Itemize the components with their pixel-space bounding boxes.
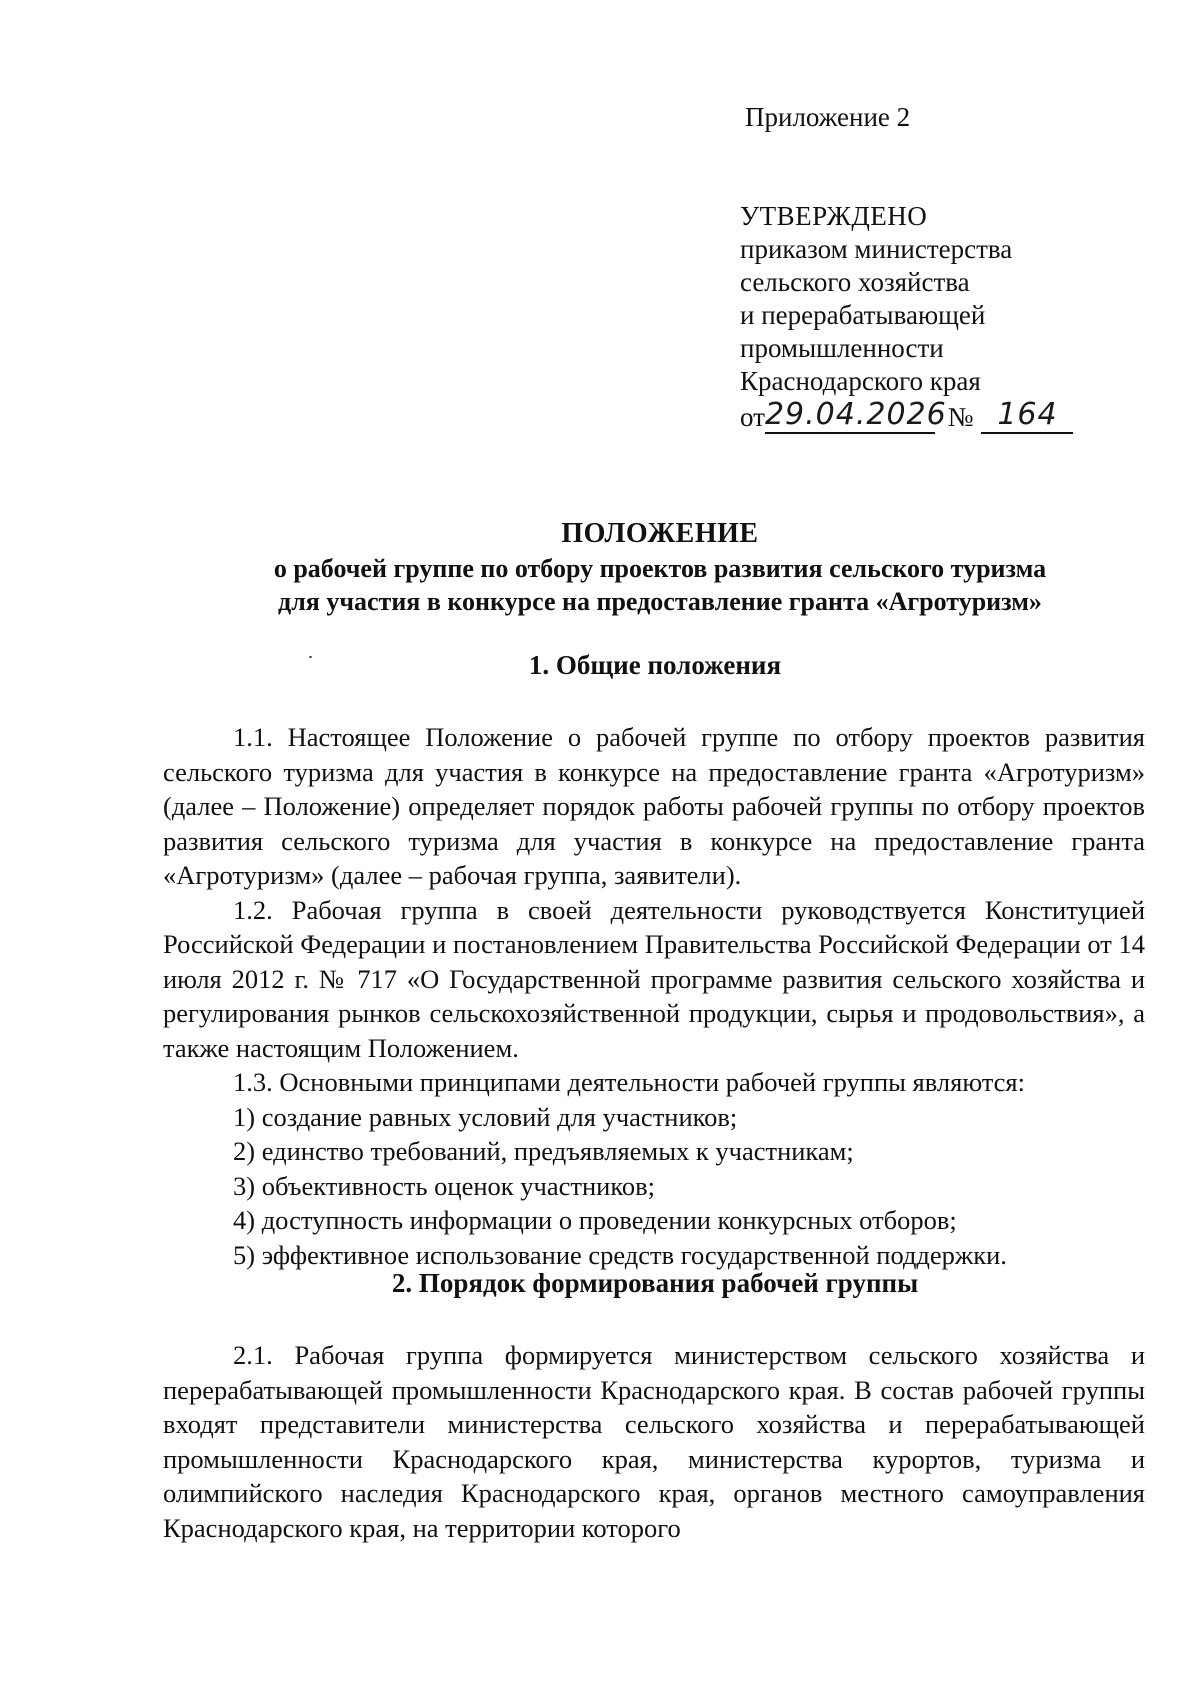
principle-item: 2) единство требований, предъявляемых к участникам; <box>233 1136 854 1166</box>
approval-line: и перерабатывающей <box>740 300 986 330</box>
title-main: ПОЛОЖЕНИЕ <box>561 518 759 549</box>
handwritten-date: 29.04.2026 <box>764 397 947 432</box>
section-1-heading: 1. Общие положения <box>528 650 782 680</box>
approval-line: Краснодарского края <box>740 366 981 396</box>
appendix-label: Приложение 2 <box>745 102 911 132</box>
paragraph-1-3: 1.3. Основными принципами деятельности рабочей группы являются: <box>233 1067 1025 1097</box>
date-prefix: от <box>740 402 765 432</box>
paragraph-2-1: 2.1. Рабочая группа формируется министерством сельского хозяйства и перерабатывающей промышленности Краснодарского края. В состав рабочей группы входят представители министерства сельского хозяйства и перерабатывающей промышленности Краснодарского края, министерства курортов, туризма и олимпийского наследия Краснодарского края, органов местного самоуправления Краснодарского края, на территории которого <box>163 1340 1145 1543</box>
handwritten-number: 164 <box>981 398 1073 434</box>
number-prefix: № <box>947 402 974 432</box>
paragraph-1-2: 1.2. Рабочая группа в своей деятельности руководствуется Конституцией Российской Федерации и постановлением Правительства Российской Федерации от 14 июля 2012 г. № 717 «О Государственной программе развития сельского хозяйства и регулирования рынков сельскохозяйственной продукции, сырья и продовольствия», а также настоящим Положением. <box>163 894 1145 1063</box>
section-1-body <box>163 720 1145 1272</box>
approval-line: приказом министерства <box>740 234 1013 264</box>
title-subline: о рабочей группе по отбору проектов развития сельского туризма <box>273 554 1047 583</box>
section-2-heading: 2. Порядок формирования рабочей группы <box>391 1268 919 1298</box>
order-date-number-line <box>740 398 1073 438</box>
approved-heading: УТВЕРЖДЕНО <box>740 201 928 231</box>
section-2-body <box>163 1338 1145 1545</box>
principle-item: 4) доступность информации о проведении конкурсных отборов; <box>233 1205 957 1235</box>
approval-line: промышленности <box>740 333 944 363</box>
approval-block <box>740 200 1073 438</box>
title-subline: для участия в конкурсе на предоставление гранта «Агротуризм» <box>278 587 1042 616</box>
document-title <box>160 517 1160 618</box>
paragraph-1-1: 1.1. Настоящее Положение о рабочей группе по отбору проектов развития сельского туризма для участия в конкурсе на предоставление гранта «Агротуризм» (далее – Положение) определяет порядок работы рабочей группы по отбору проектов развития сельского туризма для участия в конкурсе на предоставление гранта «Агротуризм» (далее – рабочая группа, заявители). <box>163 722 1145 890</box>
approval-line: сельского хозяйства <box>740 267 970 297</box>
principle-item: 5) эффективное использование средств государственной поддержки. <box>233 1239 1007 1270</box>
principle-item: 1) создание равных условий для участников; <box>233 1101 738 1132</box>
principle-item: 3) объективность оценок участников; <box>233 1170 656 1201</box>
